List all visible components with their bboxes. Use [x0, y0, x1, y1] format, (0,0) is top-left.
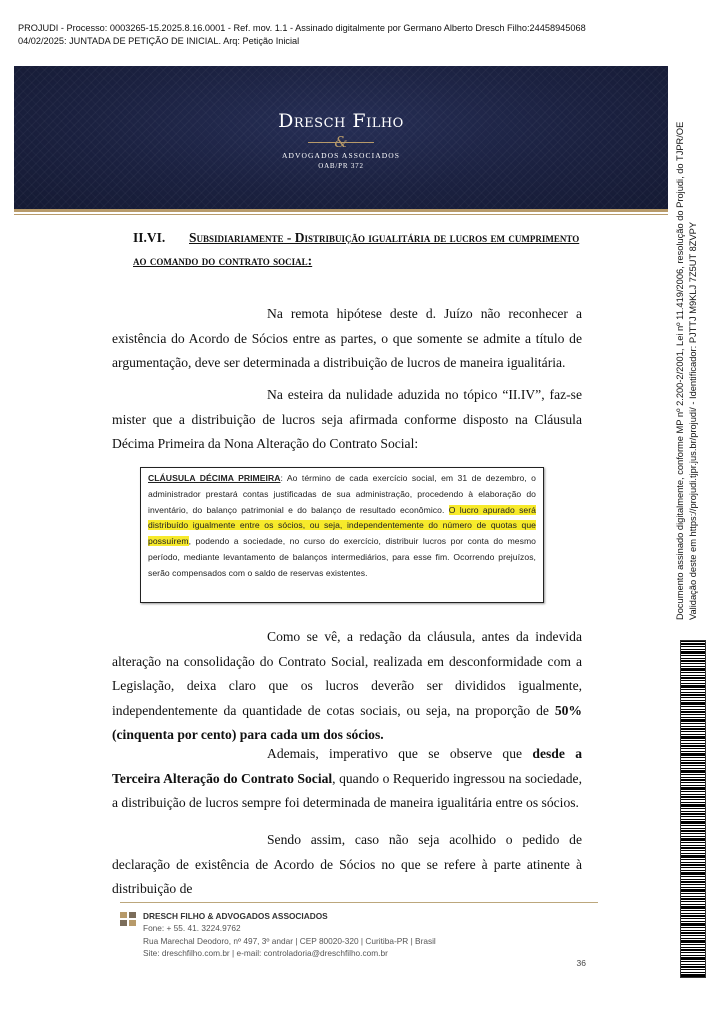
validation-text	[674, 20, 700, 620]
validation-line-1: Documento assinado digitalmente, conforme MP nº 2.200-2/2001, Lei nº 11.419/2006, resolução do Projudi, do TJPR/OE	[675, 121, 685, 620]
projudi-stamp-line-1: PROJUDI - Processo: 0003265-15.2025.8.16.0001 - Ref. mov. 1.1 - Assinado digitalmente por Germano Alberto Dresch Filho:24458945068	[18, 23, 586, 33]
footer-address: Rua Marechal Deodoro, nº 497, 3º andar | CEP 80020-320 | Curitiba-PR | Brasil	[143, 935, 436, 946]
logo-ampersand: &	[334, 133, 348, 151]
logo-oab: OAB/PR 372	[318, 162, 364, 170]
firm-logo	[14, 110, 668, 172]
paragraph-3-emphasis: 50% (cinquenta por cento) para cada um dos sócios.	[112, 702, 582, 742]
footer-divider	[120, 902, 598, 903]
clause-excerpt	[140, 467, 544, 603]
paragraph-5: Sendo assim, caso não seja acolhido o pedido de declaração de existência de Acordo de Sócios no que se refere à parte atinente à distribuição de	[112, 832, 582, 896]
validation-barcode	[680, 640, 706, 978]
clause-text-start: : Ao término de cada exercício social, em 31 de dezembro, o administrador prestará contas justificadas de sua administração, procedendo à elaboração do inventário, do balanço patrimonial e do balanço de resultado econômico.	[148, 473, 536, 515]
section-heading	[133, 226, 585, 272]
section-title: Subsidiariamente - Distribuição igualitária de lucros em cumprimento ao comando do contrato social:	[133, 230, 580, 268]
clause-highlight: O lucro apurado será distribuído igualmente entre os sócios, ou seja, independentemente do número de quotas que possuírem	[148, 504, 537, 547]
paragraph-3-text: Como se vê, a redação da cláusula, antes da indevida alteração na consolidação do Contrato Social, realizada em desconformidade com a Legislação, deixa claro que os lucros deverão ser divididos igualmente, independentemente da quantidade de cotas sociais, ou seja, na proporção de	[112, 629, 582, 718]
paragraph-1: Na remota hipótese deste d. Juízo não reconhecer a existência do Acordo de Sócios entre as partes, o que somente se admite a título de argumentação, deve ser determinada a distribuição de lucros de maneira igualitária.	[112, 306, 582, 370]
validation-line-2: Validação deste em https://projudi.tjpr.jus.br/projudi/ - Identificador: PJTTJ M9KLJ 7Z5UT 8ZVPY	[688, 221, 698, 620]
projudi-stamp-line-2: 04/02/2025: JUNTADA DE PETIÇÃO DE INICIAL. Arq: Petição Inicial	[18, 36, 300, 46]
paragraph-2: Na esteira da nulidade aduzida no tópico “II.IV”, faz-se mister que a distribuição de lucros seja afirmada conforme disposto na Cláusula Décima Primeira da Nona Alteração do Contrato Social:	[112, 387, 582, 451]
banner-gold-rule-thin	[14, 214, 668, 215]
footer-logo-icon	[120, 912, 137, 926]
page-number: 36	[576, 958, 586, 968]
validation-margin	[670, 0, 710, 660]
paragraph-3	[112, 625, 582, 748]
paragraph-4-emphasis: desde a Terceira Alteração do Contrato Social	[112, 746, 582, 786]
logo-firm-name: Dresch Filho	[278, 110, 404, 132]
clause-text-end: , podendo a sociedade, no curso do exercício, distribuir lucros por conta do mesmo período, mediante levantamento de balanços intermediários, para esse fim. Ocorrendo prejuízos, serão compensados com o saldo de reservas existentes.	[148, 536, 536, 578]
footer-firm-name: DRESCH FILHO & ADVOGADOS ASSOCIADOS	[143, 911, 328, 921]
letterhead-banner	[14, 66, 668, 210]
paragraph-4-text-end: , quando o Requerido ingressou na sociedade, a distribuição de lucros sempre foi determinada de maneira igualitária entre os sócios.	[112, 770, 582, 810]
clause-title: CLÁUSULA DÉCIMA PRIMEIRA	[148, 473, 281, 483]
footer-contact	[143, 910, 563, 960]
footer-phone: Fone: + 55. 41. 3224.9762	[143, 923, 241, 934]
paragraph-4	[112, 742, 582, 816]
banner-gold-rule	[14, 209, 668, 212]
logo-subtitle: ADVOGADOS ASSOCIADOS	[281, 151, 401, 160]
projudi-stamp	[18, 22, 658, 48]
section-number: II.VI.	[133, 230, 166, 245]
paragraph-4-text-start: Ademais, imperativo que se observe que	[267, 746, 533, 761]
footer-site-email: Site: dreschfilho.com.br | e-mail: controladoria@dreschfilho.com.br	[143, 948, 388, 959]
